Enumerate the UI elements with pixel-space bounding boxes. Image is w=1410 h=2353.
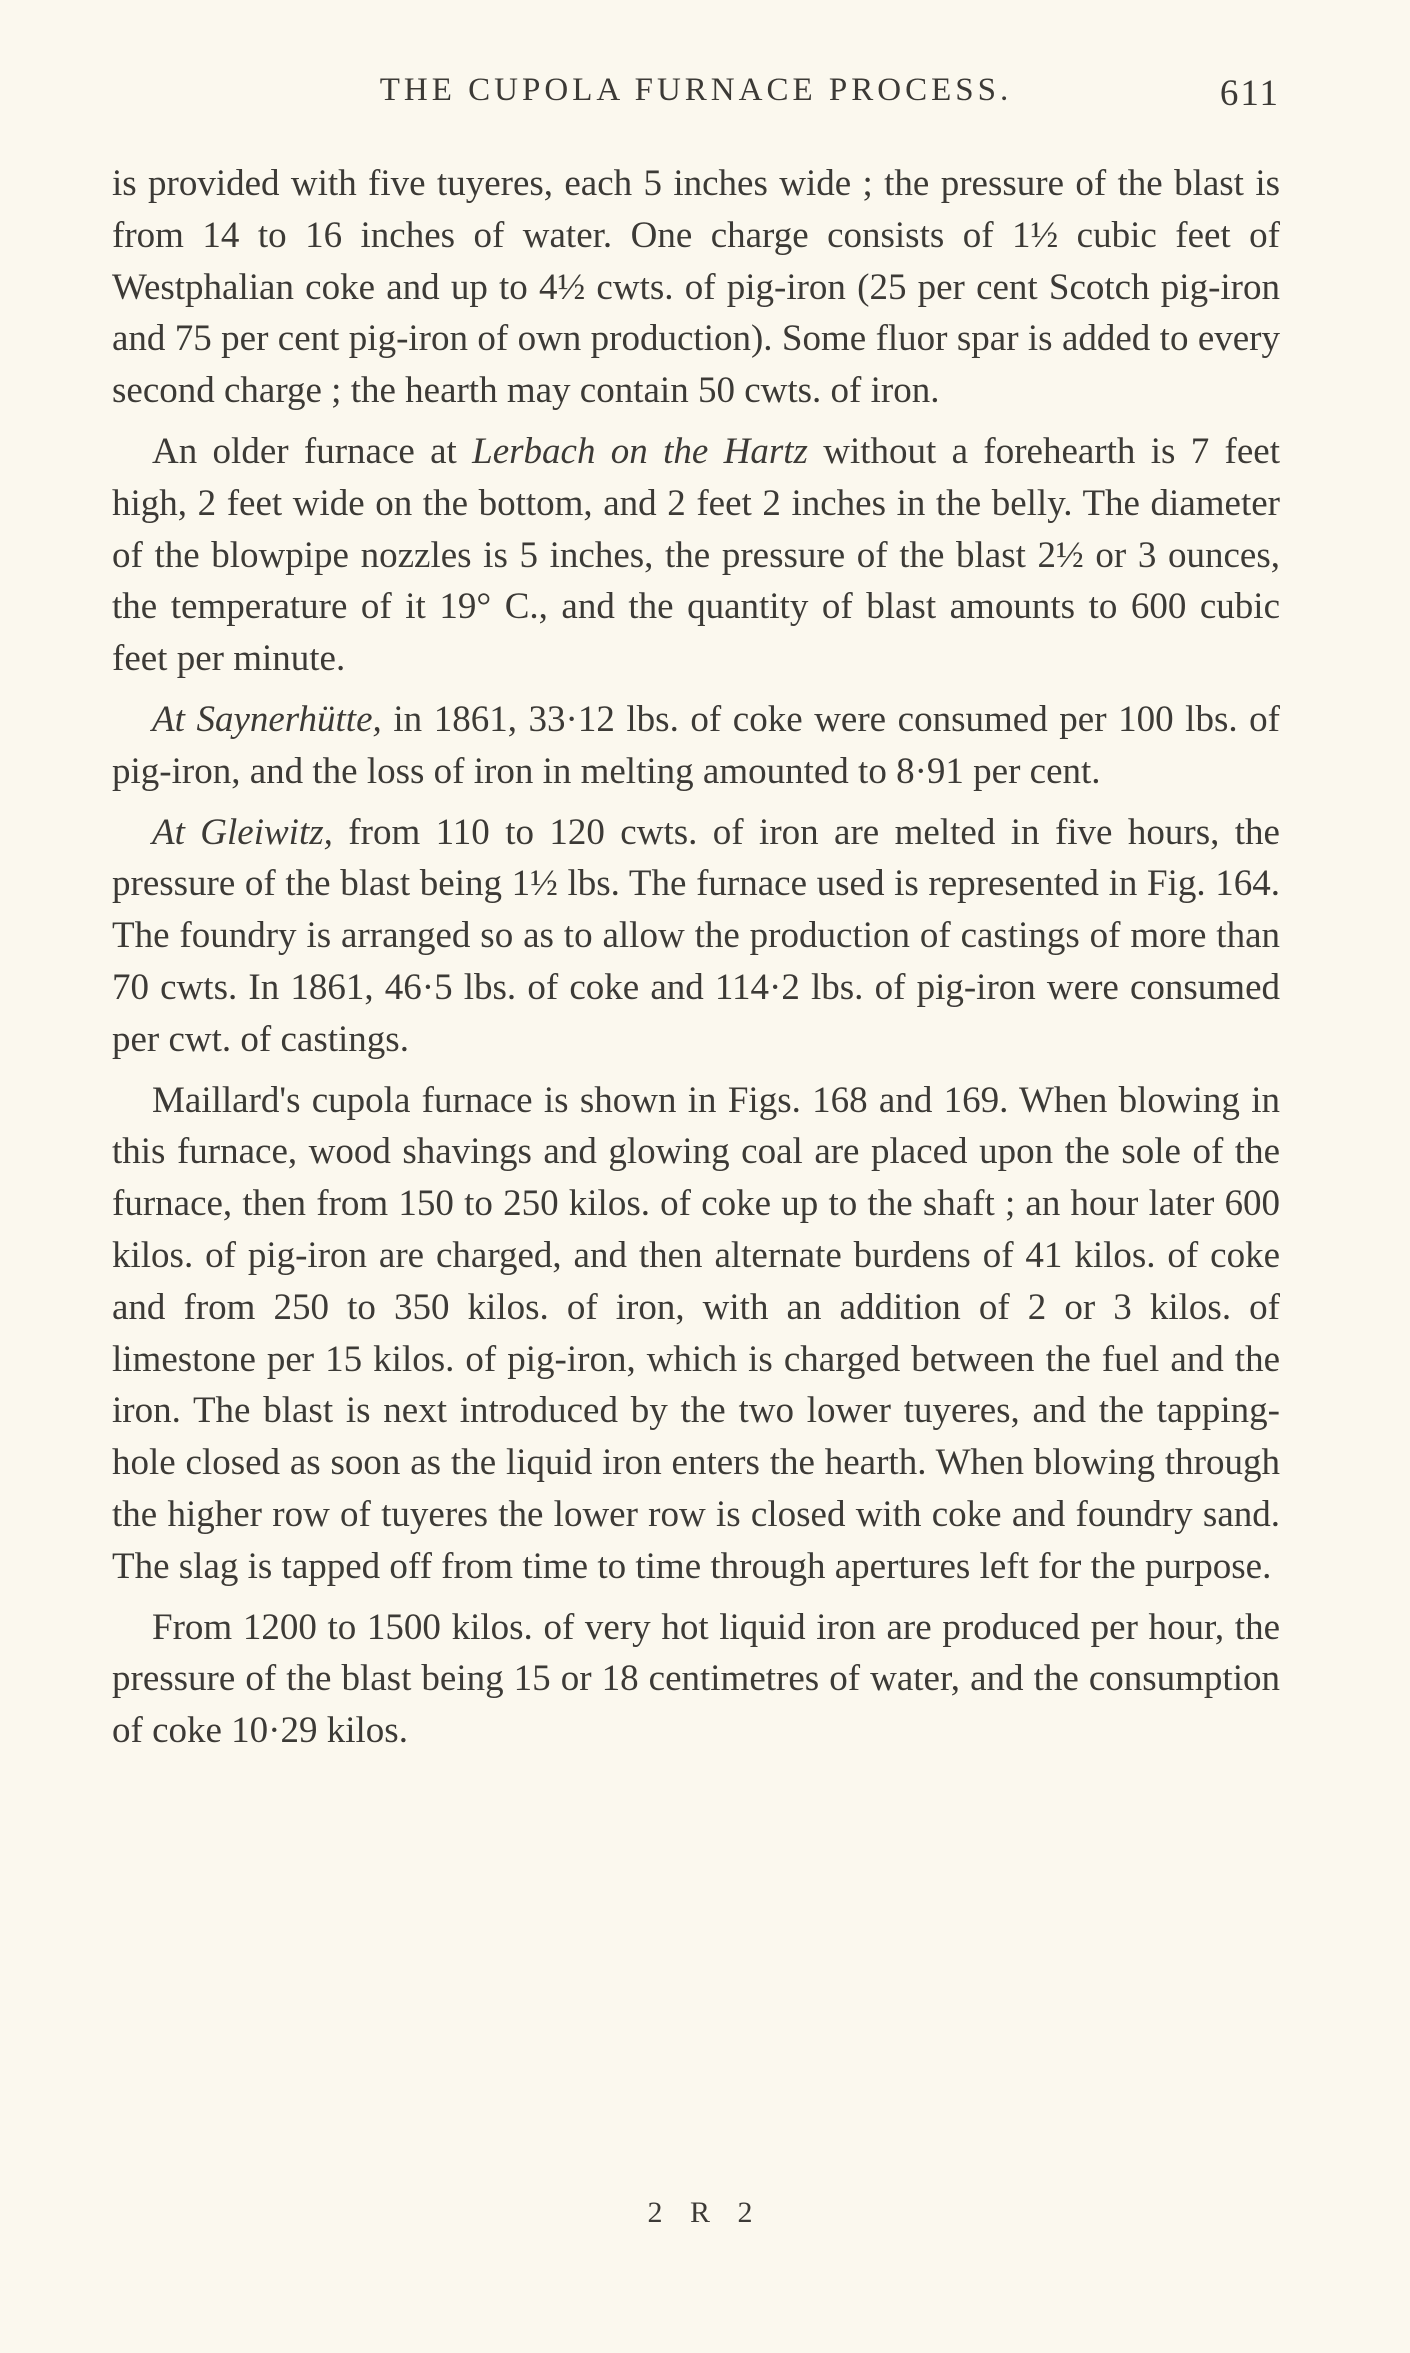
paragraph-text-post: without a forehearth is 7 feet high, 2 feet wide on the bottom, and 2 feet 2 inches in the belly. The diameter of the blowpipe nozzles is 5 inches, the pressure of the blast 2½ or 3 ounces, the temperature of it 19° C., and the quantity of blast amounts to 600 cubic feet per minute.	[112, 430, 1281, 680]
paragraph-production	[112, 1602, 1280, 1757]
place-name-italic: At Gleiwitz,	[152, 811, 333, 853]
running-head	[112, 72, 1280, 112]
paragraph-maillard	[112, 1075, 1280, 1593]
paragraph-text: is provided with five tuyeres, each 5 inches wide ; the pressure of the blast is from 14 to 16 inches of water. One charge consists of 1½ cubic feet of Westphalian coke and up to 4½ cwts. of pig-iron (25 per cent Scotch pig-iron and 75 per cent pig-iron of own production). Some fluor spar is added to every second charge ; the hearth may contain 50 cwts. of iron.	[112, 163, 1280, 412]
paragraph-text: From 1200 to 1500 kilos. of very hot liquid iron are produced per hour, the pressure of the blast being 15 or 18 centimetres of water, and the consumption of coke 10·29 kilos.	[112, 1606, 1280, 1752]
signature-mark: 2 R 2	[647, 2196, 763, 2229]
place-name-italic: At Saynerhütte,	[152, 698, 382, 740]
paragraph-text-post: from 110 to 120 cwts. of iron are melted in five hours, the pressure of the blast being 1½ lbs. The furnace used is represented in Fig. 164. The foundry is arranged so as to allow the production of castings of more than 70 cwts. In 1861, 46·5 lbs. of coke and 114·2 lbs. of pig-iron were consumed per cwt. of castings.	[112, 811, 1280, 1060]
paragraph-text: Maillard's cupola furnace is shown in Figs. 168 and 169. When blowing in this furnace, wood shavings and glowing coal are placed upon the sole of the furnace, then from 150 to 250 kilos. of coke up to the shaft ; an hour later 600 kilos. of pig-iron are charged, and then alternate burdens of 41 kilos. of coke and from 250 to 350 kilos. of iron, with an addition of 2 or 3 kilos. of limestone per 15 kilos. of pig-iron, which is charged between the fuel and the iron. The blast is next introduced by the two lower tuyeres, and the tapping-hole closed as soon as the liquid iron enters the hearth. When blowing through the higher row of tuyeres the lower row is closed with coke and foundry sand. The slag is tapped off from time to time through apertures left for the purpose.	[112, 1079, 1280, 1587]
paragraph-text-pre: An older furnace at	[152, 430, 473, 472]
running-title: THE CUPOLA FURNACE PROCESS.	[379, 72, 1013, 108]
paragraph-continued	[112, 158, 1280, 417]
paragraph-text-post: in 1861, 33·12 lbs. of coke were consumed per 100 lbs. of pig-iron, and the loss of iron in melting amounted to 8·91 per cent.	[112, 698, 1280, 792]
place-name-italic: Lerbach on the Hartz	[472, 430, 808, 472]
paragraph-lerbach	[112, 426, 1280, 685]
body-text	[112, 158, 1280, 1757]
page-number: 611	[1219, 73, 1280, 114]
paragraph-saynerhutte	[112, 694, 1280, 798]
paragraph-gleiwitz	[112, 807, 1280, 1066]
